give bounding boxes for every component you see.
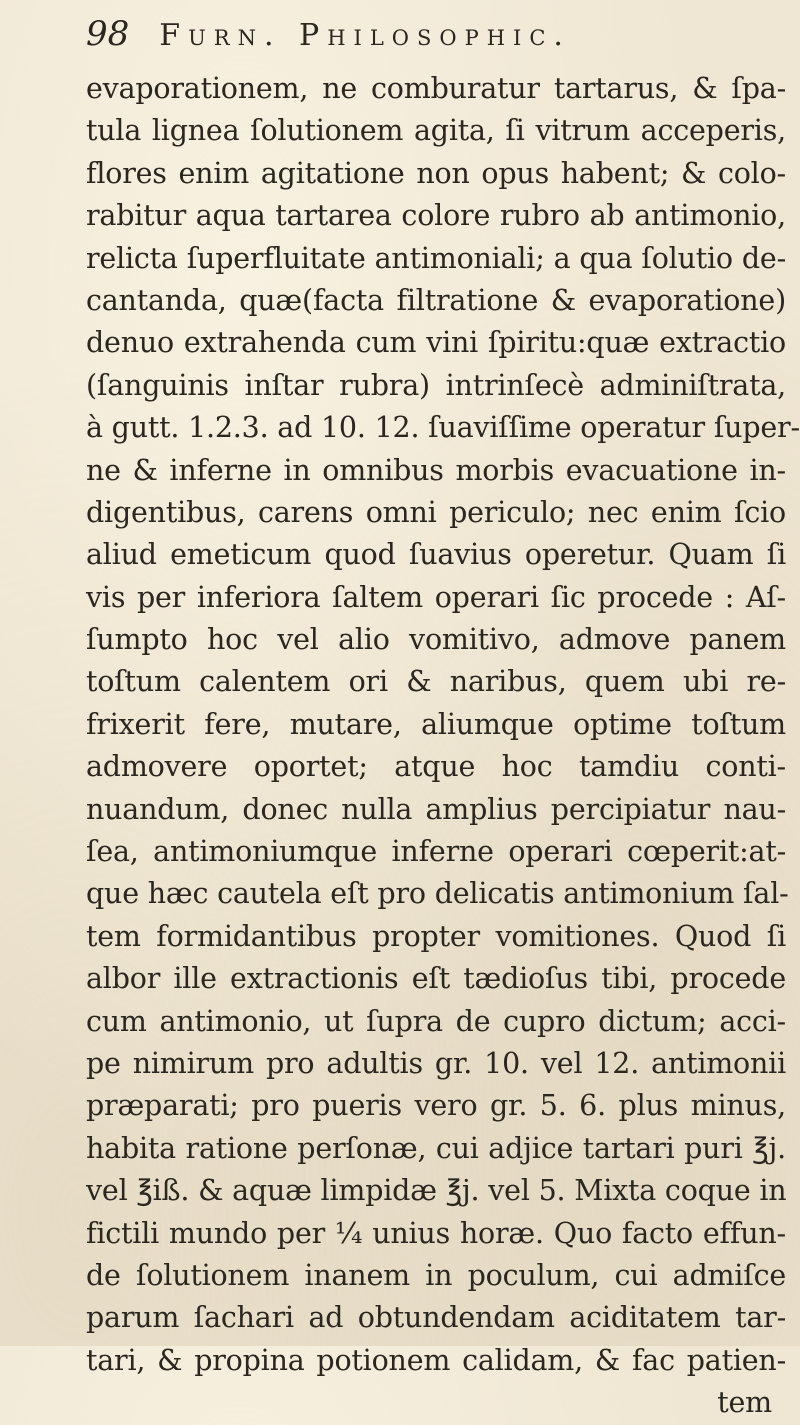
text-line: evaporationem, ne comburatur tartarus, & ſpa- xyxy=(86,72,786,105)
body-text xyxy=(86,68,800,1425)
text-line: tari, & propina potionem calidam, & fac patien- xyxy=(86,1343,786,1377)
text-line: nuandum, donec nulla amplius percipiatur nau- xyxy=(86,792,786,826)
text-line: aliud emeticum quod ſuavius operetur. Quam ſi xyxy=(86,538,786,572)
running-head xyxy=(86,14,686,70)
text-line: (ſanguinis inſtar rubra) intrinſecè adminiſtrata, xyxy=(86,368,786,402)
text-line: præparati; pro pueris vero gr. 5. 6. plus minus, xyxy=(86,1089,786,1123)
text-line: denuo extrahenda cum vini ſpiritu:quæ extractio xyxy=(86,326,786,360)
text-line: tula lignea ſolutionem agita, ſi vitrum acceperis, xyxy=(86,114,786,148)
text-line: ne & inferne in omnibus morbis evacuatione in- xyxy=(86,453,786,487)
text-line: flores enim agitatione non opus habent; & colo- xyxy=(86,156,786,190)
text-line: ſea, antimoniumque inferne operari cœperit:at- xyxy=(86,835,786,869)
text-line: de ſolutionem inanem in poculum, cui admiſce xyxy=(86,1258,786,1292)
text-line: fictili mundo per ¼ unius horæ. Quo facto effun- xyxy=(86,1216,786,1250)
text-line: toſtum calentem ori & naribus, quem ubi re- xyxy=(86,665,786,699)
text-line: habita ratione perſonæ, cui adjice tartari puri ℥j. xyxy=(86,1131,786,1165)
text-line: cum antimonio, ut ſupra de cupro dictum; acci- xyxy=(86,1004,786,1038)
text-line: frixerit fere, mutare, aliumque optime toſtum xyxy=(86,707,786,741)
text-line: rabitur aqua tartarea colore rubro ab antimonio, xyxy=(86,199,786,233)
page-number: 98 xyxy=(86,14,130,54)
text-line: parum ſachari ad obtundendam aciditatem tar- xyxy=(86,1301,786,1335)
running-title: Furn. Philosophic. xyxy=(159,18,571,53)
text-line: digentibus, carens omni periculo; nec enim ſcio xyxy=(86,495,786,529)
text-line: que hæc cautela eſt pro delicatis antimonium ſal- xyxy=(86,877,789,911)
text-line: tem formidantibus propter vomitiones. Quod ſi xyxy=(86,919,786,953)
text-line: cantanda, quæ(facta filtratione & evaporatione) xyxy=(86,283,786,317)
text-line: vel ℥iß. & aquæ limpidæ ℥j. vel 5. Mixta coque in xyxy=(86,1174,787,1208)
text-line: admovere oportet; atque hoc tamdiu conti- xyxy=(86,750,786,784)
text-line: ſumpto hoc vel alio vomitivo, admove panem xyxy=(86,623,786,657)
catchword: tem xyxy=(717,1386,772,1420)
text-line: vis per inferiora ſaltem operari ſic procede : Aſ- xyxy=(86,580,786,614)
text-line: à gutt. 1.2.3. ad 10. 12. ſuaviſſime operatur ſuper- xyxy=(86,411,800,445)
text-line: albor ille extractionis eſt tædioſus tibi, procede xyxy=(86,962,786,996)
text-line: relicta ſuperfluitate antimoniali; a qua ſolutio de- xyxy=(86,241,786,275)
text-line: pe nimirum pro adultis gr. 10. vel 12. antimonii xyxy=(86,1046,786,1080)
